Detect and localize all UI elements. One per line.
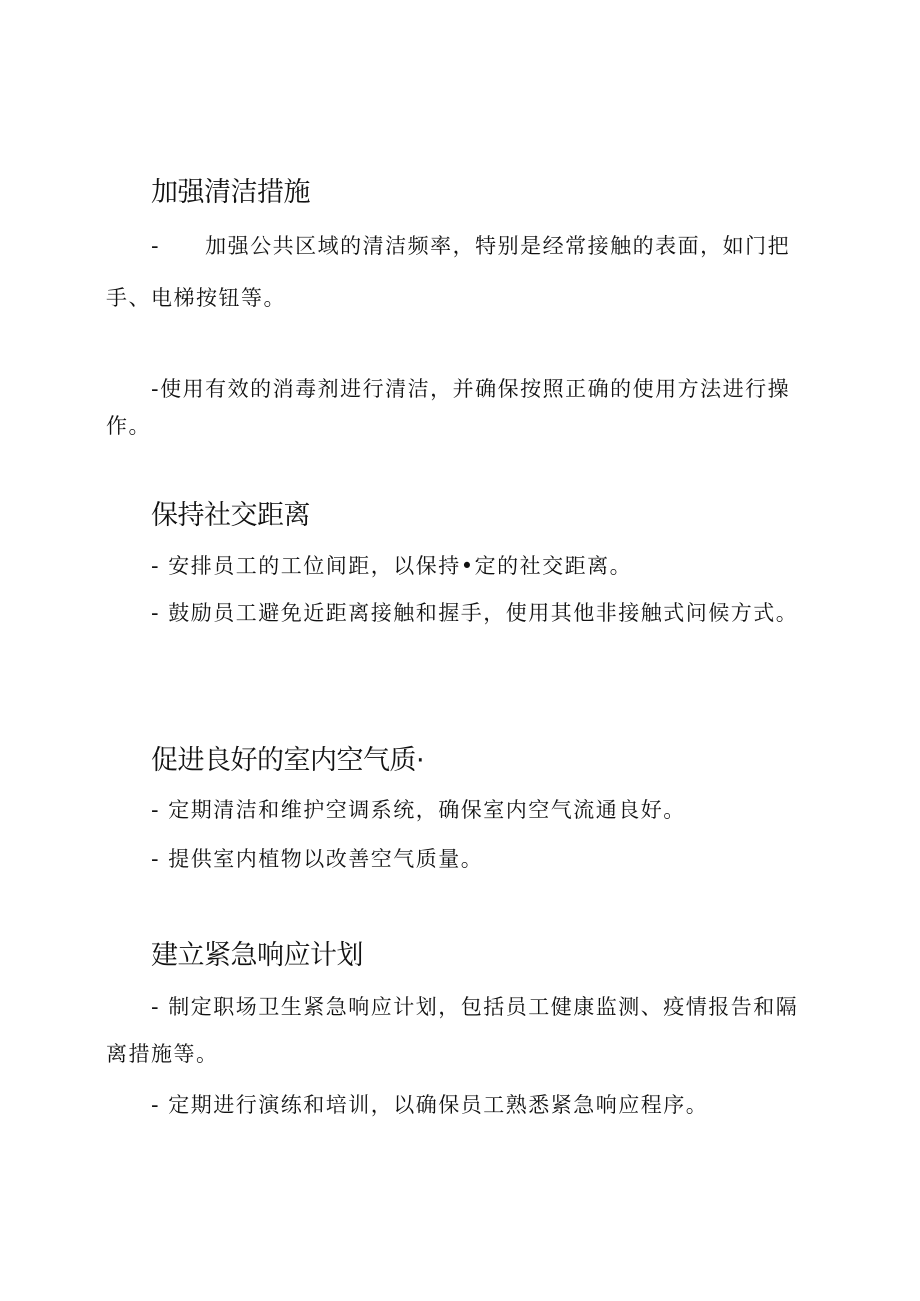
section-item: - 加强公共区域的清洁频率，特别是经常接触的表面，如门把手、电梯按钮等。 <box>106 234 791 310</box>
section-item: - 提供室内植物以改善空气质量。 <box>151 847 484 871</box>
section-item: - 安排员工的工位间距，以保持•定的社交距离。 <box>151 554 633 578</box>
section-item: -使用有效的消毒剂进行清洁，并确保按照正确的使用方法进行操作。 <box>106 377 791 438</box>
section-heading-emergency: 建立紧急响应计划 <box>151 940 363 971</box>
section-heading-social-distance: 保持社交距离 <box>151 500 310 531</box>
section-item: - 定期进行演练和培训，以确保员工熟悉紧急响应程序。 <box>151 1093 709 1117</box>
section-item: - 鼓励员工避免近距离接触和握手，使用其他非接触式问候方式。 <box>151 601 799 625</box>
section-item: - 制定职场卫生紧急响应计划，包括员工健康监测、疫情报告和隔离措施等。 <box>106 995 799 1066</box>
section-heading-air-quality: 促进良好的室内空气质· <box>151 745 425 776</box>
section-item: - 定期清洁和维护空调系统，确保室内空气流通良好。 <box>151 798 686 822</box>
section-heading-cleaning: 加强清洁措施 <box>151 177 310 208</box>
